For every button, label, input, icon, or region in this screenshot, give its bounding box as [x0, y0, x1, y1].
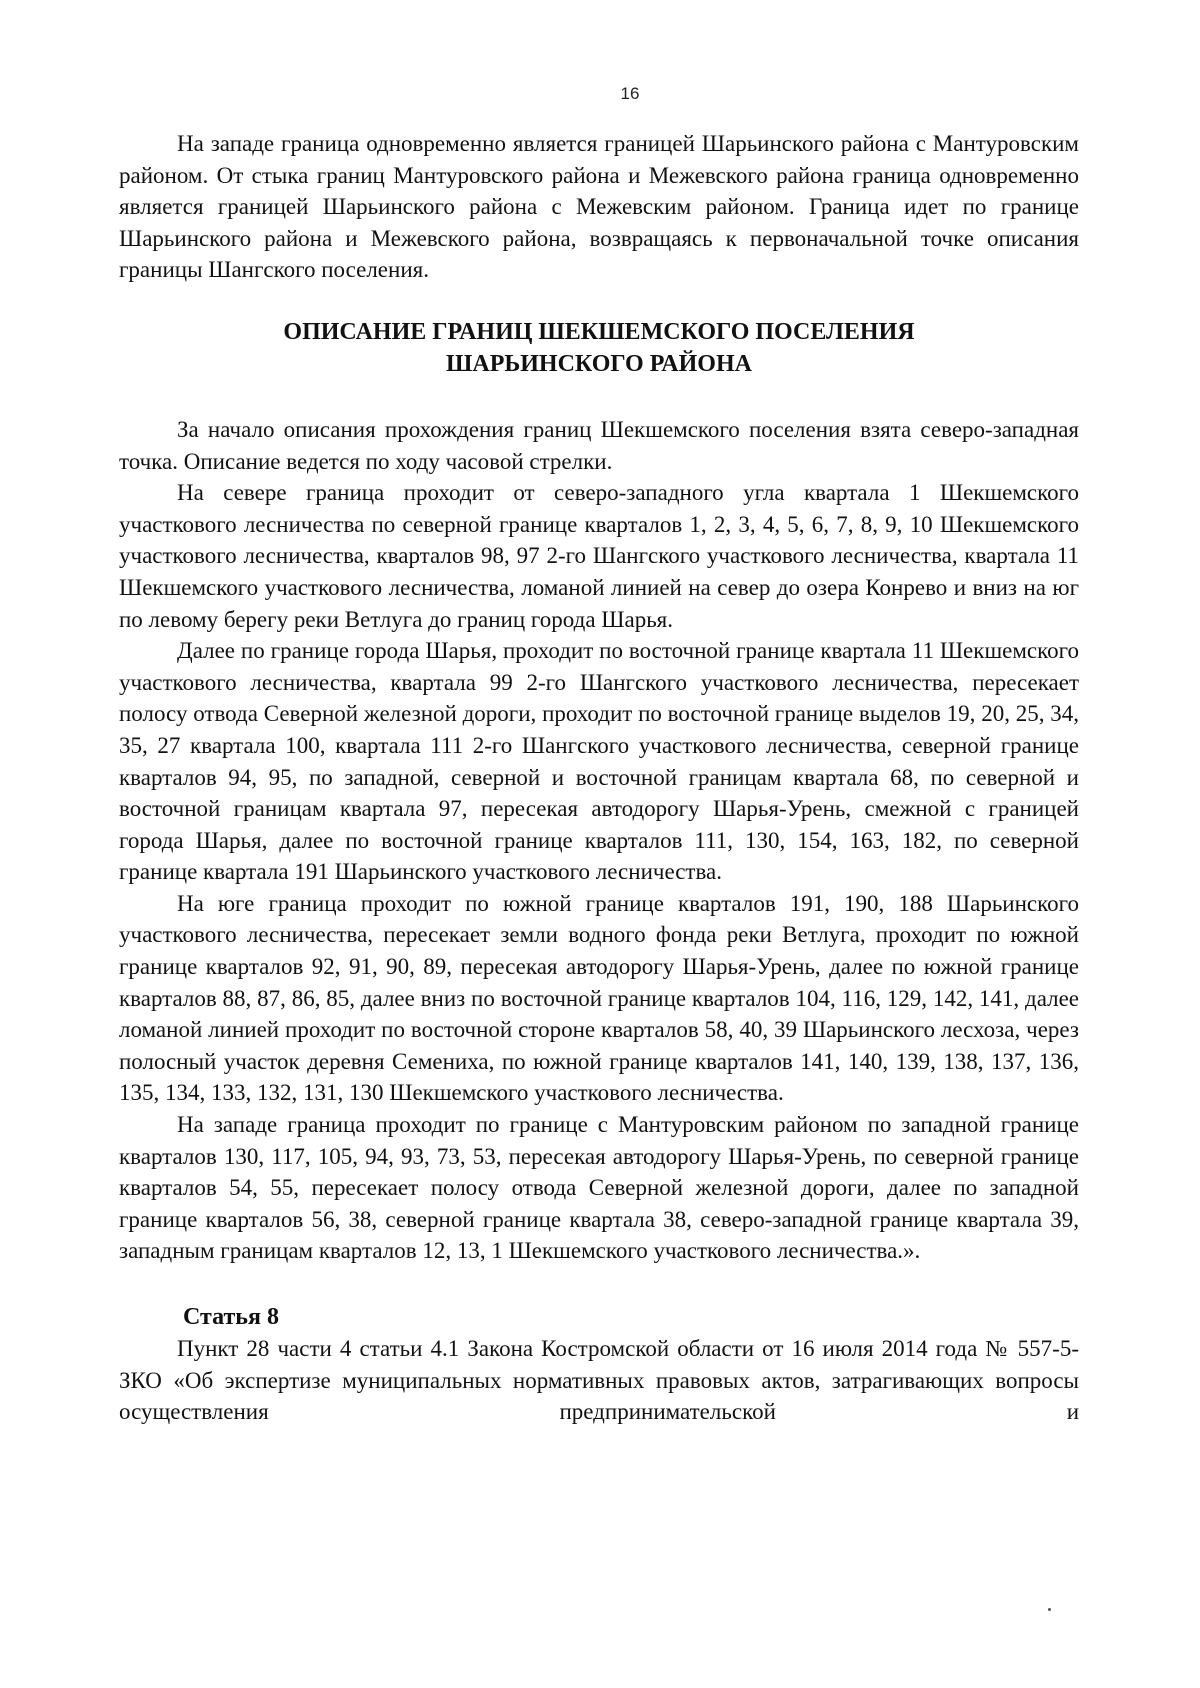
paragraph-west-border: На западе граница проходит по границе с Мантуровским районом по западной границе кварталов 130, 117, 105, 94, 93, 73, 53, пересекая автодорогу Шарья-Урень, по северной границе кварталов 54, 55, пересекает полосу отвода Северной железной дороги, далее по западной границе кварталов 56, 38, северной границе квартала 38, северо-западной границе квартала 39, западным границам кварталов 12, 13, 1 Шекшемского участкового лесничества.». [119, 1112, 1079, 1264]
paragraph-start-point: За начало описания прохождения границ Шекшемского поселения взята северо-западная точка. Описание ведется по ходу часовой стрелки. [119, 416, 1079, 474]
page-number: 16 [620, 84, 640, 103]
section-title-line-1: ОПИСАНИЕ ГРАНИЦ ШЕКШЕМСКОГО ПОСЕЛЕНИЯ [283, 318, 915, 345]
paragraph-east-border: Далее по границе города Шарья, проходит по восточной границе квартала 11 Шекшемского участкового лесничества, квартала 99 2-го Шангского участкового лесничества, пересекает полосу отвода Северной железной дороги, проходит по восточной границе выделов 19, 20, 25, 34, 35, 27 квартала 100, квартала 111 2-го Шангского участкового лесничества, северной границе кварталов 94, 95, по западной, северной и восточной границам квартала 68, по северной и восточной границам квартала 97, пересекая автодорогу Шарья-Урень, смежной с границей города Шарья, далее по восточной границе кварталов 111, 130, 154, 163, 182, по северной границе квартала 191 Шарьинского участкового лесничества. [119, 638, 1079, 885]
section-title-line-2: ШАРЬИНСКОГО РАЙОНА [446, 350, 752, 377]
paragraph-intro: На западе граница одновременно является границей Шарьинского района с Мантуровским районом. От стыка границ Мантуровского района и Межевского района граница одновременно является границей Шарьинского района с Межевским районом. Граница идет по границе Шарьинского района и Межевского района, возвращаясь к первоначальной точке описания границы Шангского поселения. [119, 131, 1079, 283]
section-title [119, 316, 1079, 380]
scan-dot-mark [1048, 1608, 1051, 1611]
document-body [119, 128, 1079, 1428]
paragraph-south-border: На юге граница проходит по южной границе кварталов 191, 190, 188 Шарьинского участкового лесничества, пересекает земли водного фонда реки Ветлуга, проходит по южной границе кварталов 92, 91, 90, 89, пересекая автодорогу Шарья-Урень, далее по южной границе кварталов 88, 87, 86, 85, далее вниз по восточной границе кварталов 104, 116, 129, 142, 141, далее ломаной линией проходит по восточной стороне кварталов 58, 40, 39 Шарьинского лесхоза, через полосный участок деревня Семениха, по южной границе кварталов 141, 140, 139, 138, 137, 136, 135, 134, 133, 132, 131, 130 Шекшемского участкового лесничества. [119, 890, 1079, 1106]
article-title: Статья 8 [183, 1304, 279, 1330]
paragraph-article-8: Пункт 28 части 4 статьи 4.1 Закона Костромской области от 16 июля 2014 года № 557-5-ЗКО «Об экспертизе муниципальных нормативных правовых актов, затрагивающих вопросы осуществления предпринимательской и [119, 1336, 1079, 1425]
paragraph-north-border: На севере граница проходит от северо-западного угла квартала 1 Шекшемского участкового лесничества по северной границе кварталов 1, 2, 3, 4, 5, 6, 7, 8, 9, 10 Шекшемского участкового лесничества, кварталов 98, 97 2-го Шангского участкового лесничества, квартала 11 Шекшемского участкового лесничества, ломаной линией на север до озера Конрево и вниз на юг по левому берегу реки Ветлуга до границ города Шарья. [119, 480, 1079, 632]
